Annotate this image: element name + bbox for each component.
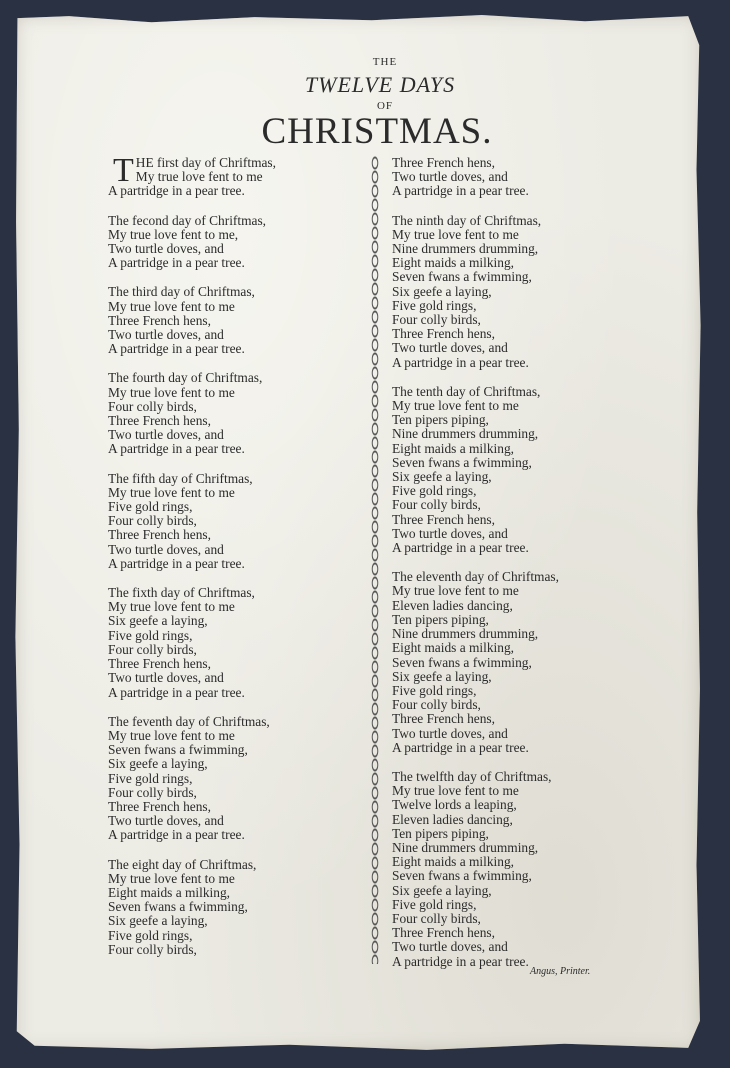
verse-first-day bbox=[108, 152, 358, 199]
verse-line: Eight maids a milking, bbox=[108, 884, 230, 900]
verse-line: Ten pipers piping, bbox=[392, 611, 489, 627]
verse-line: Four colly birds, bbox=[108, 398, 197, 414]
verse bbox=[108, 472, 358, 571]
verse-line: My true love fent to me, bbox=[108, 226, 239, 242]
printer-imprint: Angus, Printer. bbox=[530, 966, 591, 977]
verse-line: Five gold rings, bbox=[108, 770, 193, 786]
verse-line: Six geefe a laying, bbox=[392, 882, 492, 898]
verse-line: Eleven ladies dancing, bbox=[392, 597, 513, 613]
verse-line: Four colly birds, bbox=[108, 941, 197, 957]
verse-line: Six geefe a laying, bbox=[108, 756, 208, 772]
verse-line: HE first day of Chriftmas, bbox=[135, 155, 276, 170]
verse bbox=[108, 214, 358, 271]
verse-line: Five gold rings, bbox=[108, 627, 193, 643]
verse-line: A partridge in a pear tree. bbox=[392, 540, 529, 556]
verse-line: The fifth day of Chriftmas, bbox=[108, 470, 253, 486]
verse bbox=[392, 214, 632, 370]
verse-line: A partridge in a pear tree. bbox=[108, 255, 245, 271]
verse-line: Five gold rings, bbox=[392, 682, 477, 698]
verse-line: Nine drummers drumming, bbox=[392, 241, 539, 257]
verse-line: My true love fent to me bbox=[392, 398, 519, 414]
verse-line: My true love fent to me bbox=[108, 870, 235, 886]
verse-line: Three French hens, bbox=[392, 511, 495, 527]
verse-line: A partridge in a pear tree. bbox=[392, 183, 529, 199]
verse-line: Two turtle doves, and bbox=[108, 427, 224, 443]
verse bbox=[392, 770, 632, 969]
verse-line: Three French hens, bbox=[392, 326, 495, 342]
verse-line: Six geefe a laying, bbox=[108, 913, 208, 929]
verse-line: A partridge in a pear tree. bbox=[108, 827, 245, 843]
verse-line: Ten pipers piping, bbox=[392, 825, 489, 841]
verse-line: My true love fent to me bbox=[392, 583, 519, 599]
verse bbox=[108, 371, 358, 456]
verse-line: Two turtle doves, and bbox=[392, 169, 508, 185]
verse-line: The tenth day of Chriftmas, bbox=[392, 383, 541, 399]
verse-line: Five gold rings, bbox=[392, 297, 477, 313]
drop-cap: T bbox=[113, 152, 134, 189]
title-twelve-days: TWELVE DAYS bbox=[304, 72, 456, 97]
verse-line: Seven fwans a fwimming, bbox=[392, 868, 532, 884]
title-christmas: CHRISTMAS. bbox=[261, 111, 493, 152]
verse-line: Six geefe a laying, bbox=[392, 668, 492, 684]
verse-line: Eight maids a milking, bbox=[392, 440, 514, 456]
left-column bbox=[108, 152, 358, 972]
verse-line: A partridge in a pear tree. bbox=[392, 953, 529, 969]
verse-line: Four colly birds, bbox=[108, 641, 197, 657]
verse-line: Four colly birds, bbox=[108, 513, 197, 529]
verse-line: My true love fent to me bbox=[108, 384, 235, 400]
verse-line: Seven fwans a fwimming, bbox=[392, 269, 532, 285]
verse bbox=[392, 570, 632, 755]
verse-line: Seven fwans a fwimming, bbox=[108, 742, 248, 758]
verse-line: Two turtle doves, and bbox=[392, 939, 508, 955]
verse-line: My true love fent to me bbox=[108, 727, 235, 743]
verse-line: Twelve lords a leaping, bbox=[392, 797, 517, 813]
verse-line: Four colly birds, bbox=[108, 784, 197, 800]
verse-line: Three French hens, bbox=[108, 798, 211, 814]
verse-line: Two turtle doves, and bbox=[108, 541, 224, 557]
verse-line: Two turtle doves, and bbox=[108, 241, 224, 257]
verse-line: A partridge in a pear tree. bbox=[108, 684, 245, 700]
left-verses bbox=[108, 214, 358, 957]
verse-line: The fecond day of Chriftmas, bbox=[108, 212, 267, 228]
verse-line: Three French hens, bbox=[392, 925, 495, 941]
verse-line: Nine drummers drumming, bbox=[392, 626, 539, 642]
verse bbox=[108, 715, 358, 843]
verse-line: Seven fwans a fwimming, bbox=[392, 454, 532, 470]
verse-line: A partridge in a pear tree. bbox=[392, 354, 529, 370]
verse-line: Three French hens, bbox=[108, 312, 211, 328]
verse-line: Two turtle doves, and bbox=[392, 725, 508, 741]
verse-line: Four colly birds, bbox=[392, 697, 481, 713]
verse-line: My true love fent to me bbox=[135, 169, 263, 185]
verse-line: Three French hens, bbox=[108, 656, 211, 672]
verse-line: My true love fent to me bbox=[392, 226, 519, 242]
verse-line: A partridge in a pear tree. bbox=[108, 441, 245, 457]
verse-line: The eight day of Chriftmas, bbox=[108, 856, 257, 872]
verse-line: Four colly birds, bbox=[392, 497, 481, 513]
verse-line: Seven fwans a fwimming, bbox=[108, 899, 248, 915]
verse-line: Eleven ladies dancing, bbox=[392, 811, 513, 827]
verse bbox=[108, 285, 358, 356]
verse-line: Two turtle doves, and bbox=[108, 327, 224, 343]
verse bbox=[108, 858, 358, 957]
title-of: OF bbox=[376, 100, 394, 112]
verse-line: Five gold rings, bbox=[392, 483, 477, 499]
chain-divider bbox=[368, 156, 382, 964]
verse-line: Two turtle doves, and bbox=[392, 340, 508, 356]
right-verses bbox=[392, 156, 632, 969]
verse-line: My true love fent to me bbox=[108, 298, 235, 314]
verse-line: Three French hens, bbox=[108, 413, 211, 429]
verse-line: Ten pipers piping, bbox=[392, 412, 489, 428]
verse-line: The ninth day of Chriftmas, bbox=[392, 212, 542, 228]
verse-line: Eight maids a milking, bbox=[392, 854, 514, 870]
verse-line: Five gold rings, bbox=[392, 896, 477, 912]
verse-line: The eleventh day of Chriftmas, bbox=[392, 569, 559, 585]
verse bbox=[108, 586, 358, 700]
verse-line: The twelfth day of Chriftmas, bbox=[392, 768, 552, 784]
title-the: THE bbox=[372, 56, 398, 68]
verse-line: Three French hens, bbox=[392, 711, 495, 727]
verse-line: Two turtle doves, and bbox=[392, 525, 508, 541]
verse-line: A partridge in a pear tree. bbox=[392, 739, 529, 755]
verse-line: The feventh day of Chriftmas, bbox=[108, 713, 270, 729]
verse-line: Seven fwans a fwimming, bbox=[392, 654, 532, 670]
verse-line: Three French hens, bbox=[392, 155, 495, 170]
right-column bbox=[392, 156, 632, 984]
verse-line: Eight maids a milking, bbox=[392, 255, 514, 271]
verse-line: Five gold rings, bbox=[108, 927, 193, 943]
verse-line: A partridge in a pear tree. bbox=[108, 341, 245, 357]
verse-line: Two turtle doves, and bbox=[108, 813, 224, 829]
verse-line: A partridge in a pear tree. bbox=[108, 183, 245, 199]
verse-line: Eight maids a milking, bbox=[392, 640, 514, 656]
verse-line: Nine drummers drumming, bbox=[392, 839, 539, 855]
verse-line: Two turtle doves, and bbox=[108, 670, 224, 686]
verse-line: My true love fent to me bbox=[392, 783, 519, 799]
verse-line: Three French hens, bbox=[108, 527, 211, 543]
verse-line: Four colly birds, bbox=[392, 910, 481, 926]
verse-line: Five gold rings, bbox=[108, 499, 193, 515]
verse-line: The fourth day of Chriftmas, bbox=[108, 370, 263, 386]
verse-line: The fixth day of Chriftmas, bbox=[108, 585, 255, 601]
verse-line: My true love fent to me bbox=[108, 599, 235, 615]
verse-line: Four colly birds, bbox=[392, 312, 481, 328]
verse-line: Six geefe a laying, bbox=[392, 283, 492, 299]
verse-line: Six geefe a laying, bbox=[108, 613, 208, 629]
verse-line: A partridge in a pear tree. bbox=[108, 555, 245, 571]
verse-line: Nine drummers drumming, bbox=[392, 426, 539, 442]
verse bbox=[392, 385, 632, 555]
verse-line: Six geefe a laying, bbox=[392, 469, 492, 485]
verse-line: My true love fent to me bbox=[108, 484, 235, 500]
verse bbox=[392, 156, 632, 199]
verse-line: The third day of Chriftmas, bbox=[108, 284, 255, 300]
